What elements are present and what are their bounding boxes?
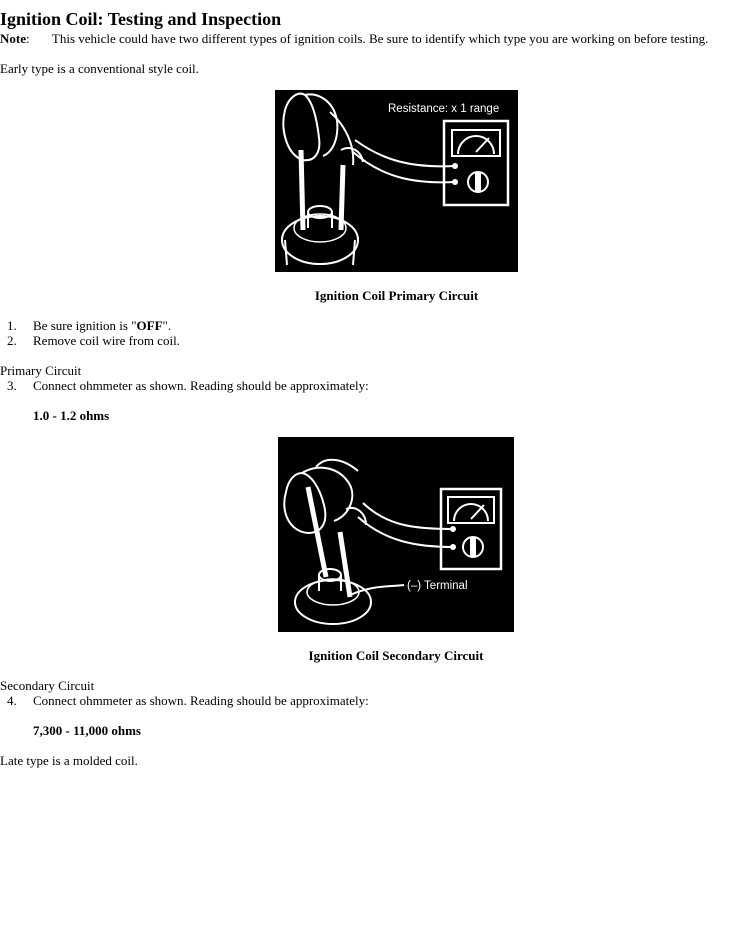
step-2-text: Remove coil wire from coil. (33, 333, 180, 348)
note-colon: : (26, 31, 30, 46)
list-item-step-1 (7, 318, 172, 334)
note-text: This vehicle could have two different types of ignition coils. Be sure to identify which type you are working on before testing. (51, 31, 709, 46)
secondary-circuit-heading: Secondary Circuit (0, 678, 95, 693)
list-item-step-4 (7, 693, 369, 709)
step-4-text: Connect ohmmeter as shown. Reading should be approximately: (33, 693, 369, 708)
step-3-text: Connect ohmmeter as shown. Reading should be approximately: (33, 378, 369, 393)
note-label: Note (0, 31, 26, 46)
page-title: Ignition Coil: Testing and Inspection (0, 9, 282, 29)
note-line (0, 31, 708, 47)
early-type-text: Early type is a conventional style coil. (0, 61, 199, 76)
secondary-figure-caption: Ignition Coil Secondary Circuit (308, 648, 484, 663)
late-type-text: Late type is a molded coil. (0, 753, 138, 768)
negative-terminal-label: (–) Terminal (407, 580, 468, 592)
primary-circuit-figure (275, 90, 518, 272)
step-2-number: 2. (7, 333, 17, 348)
secondary-resistance-value: 7,300 - 11,000 ohms (33, 723, 141, 738)
primary-resistance-value: 1.0 - 1.2 ohms (33, 408, 110, 423)
step-1-number: 1. (7, 318, 17, 333)
off-emphasis: OFF (136, 318, 163, 333)
primary-figure-caption: Ignition Coil Primary Circuit (314, 288, 479, 303)
step-3-number: 3. (7, 378, 17, 393)
resistance-range-label: Resistance: x 1 range (388, 103, 500, 115)
step-1-text: Be sure ignition is "OFF". (33, 318, 172, 333)
step-4-number: 4. (7, 693, 17, 708)
primary-circuit-heading: Primary Circuit (0, 363, 82, 378)
list-item-step-2 (7, 333, 180, 349)
secondary-circuit-figure (278, 437, 514, 632)
list-item-step-3 (7, 378, 369, 394)
